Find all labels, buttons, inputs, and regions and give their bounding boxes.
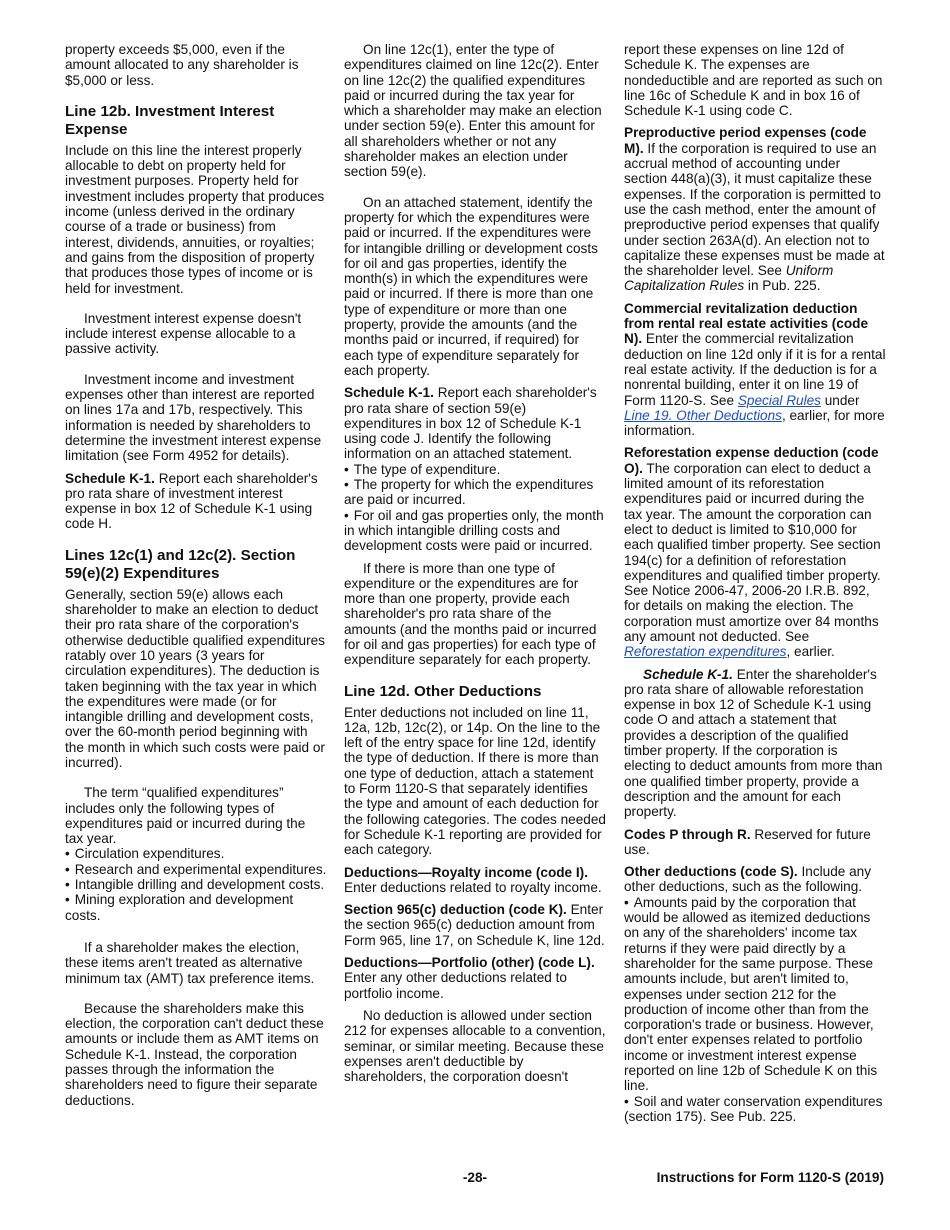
link-line-19-other-deductions[interactable]: Line 19. Other Deductions [624, 407, 782, 423]
heading-lines-12c: Lines 12c(1) and 12c(2). Section 59(e)(2) Expenditures [65, 546, 296, 582]
column-3 [624, 42, 886, 1131]
royalty-income-item [344, 865, 606, 896]
paragraph-multiple-types: If there is more than one type of expenditure or the expenditures are for more than one property, provide each shareholder's pro rata share of the amounts (and the months paid or incurred for oil and gas properties) for each type of expenditure separately for each property. [344, 560, 597, 668]
heading-line-12b: Line 12b. Investment Interest Expense [65, 102, 275, 138]
schedule-k1-note-reforestation [624, 667, 886, 820]
link-reforestation-expenditures[interactable]: Reforestation expenditures [624, 644, 787, 660]
list-item: • The type of expenditure. [344, 462, 606, 477]
portfolio-item [344, 955, 606, 1001]
run-in-heading: Deductions—Portfolio (other) (code L). [344, 955, 595, 971]
run-in-text: Report each shareholder's pro rata share of investment interest expense in box 12 of Schedule K-1 using code H. [65, 470, 318, 532]
paragraph-12d-other: Enter deductions not included on line 11, 12a, 12b, 12c(2), or 14p. On the line to the left of the entry space for line 12d, identify the type of deduction. If there is more than one type of deduction, attach a statement to Form 1120-S that separately identifies the type and amount of each deduction for the following categories. The codes needed for Schedule K-1 reporting are provided for each category. [344, 704, 606, 858]
list-item: • Soil and water conservation expenditures (section 175). See Pub. 225. [624, 1094, 886, 1125]
list-item: • Intangible drilling and development costs. [65, 877, 327, 892]
list-item: • Amounts paid by the corporation that would be allowed as itemized deductions on any of the shareholders' income tax returns if they were paid directly by a shareholder for the same purpose. These amounts include, but aren't limited to, expenses under section 212 for the production of income other than from the corporation's trade or business. However, don't enter expenses related to portfolio income or investment interest expense reported on line 12b of Schedule K on this line. [624, 895, 886, 1094]
paragraph-continued: property exceeds $5,000, even if the amount allocated to any shareholder is $5,000 or less. [65, 42, 299, 88]
run-in-heading: Reforestation expense deduction (code O). [624, 445, 879, 476]
run-in-text: Enter the shareholder's pro rata share of allowable reforestation expense in box 12 of Schedule K-1 using code O and attach a statement that provides a description of the qualified timber property. If the corporation is electing to deduct amounts from more than one qualified timber property, provide a description and the amount for each property. [624, 666, 883, 820]
schedule-k1-note-12c [344, 385, 606, 461]
column-1 [65, 42, 327, 1123]
list-item: • Research and experimental expenditures. [65, 862, 327, 877]
run-in-heading: Schedule K-1. [344, 385, 434, 401]
paragraph-section-212: No deduction is allowed under section 212 for expenses allocable to a convention, seminar, or similar meeting. Because these expenses aren't deductible by shareholders, the corporation doesn't [344, 1007, 606, 1085]
paragraph-12c-general: Generally, section 59(e) allows each shareholder to make an election to deduct their pro rata share of the corporation's otherwise deductible qualified expenditures ratably over 10 years (3 years for circulation expenditures). The deduction is taken beginning with the tax year in which the expenditures were made (or for intangible drilling and development costs, over the 60-month period beginning with the month in which such costs were paid or incurred). [65, 586, 325, 770]
run-in-text: in Pub. 225. [747, 278, 821, 294]
paragraph-continued: report these expenses on line 12d of Schedule K. The expenses are nondeductible and are reported as such on line 16c of Schedule K and in box 16 of Schedule K-1 using code C. [624, 42, 883, 119]
run-in-text: Include any other deductions, such as the following. [624, 864, 872, 895]
paragraph-12c-qualified: The term “qualified expenditures” includes only the following types of expenditures paid or incurred during the tax year. [65, 785, 306, 847]
run-in-heading: Other deductions (code S). [624, 864, 798, 880]
codes-p-through-r-item [624, 827, 886, 858]
run-in-heading: Schedule K-1. [65, 470, 155, 486]
run-in-heading: Schedule K-1. [643, 666, 733, 682]
other-deductions-item [624, 864, 886, 895]
run-in-text: Enter deductions related to royalty income. [344, 879, 602, 895]
run-in-text: Enter any other deductions related to portfolio income. [344, 970, 567, 1001]
run-in-heading: Deductions—Royalty income (code I). [344, 864, 588, 880]
paragraph-12c1-entry: On line 12c(1), enter the type of expenditures claimed on line 12c(2). Enter on line 12c(2) the qualified expenditures paid or incurred during the tax year for which a shareholder may make an election under section 59(e). Enter this amount for all shareholders whether or not any shareholder makes an election under section 59(e). [344, 42, 602, 180]
column-2 [344, 42, 606, 1099]
list-item: • Circulation expenditures. [65, 846, 327, 861]
run-in-heading: Preproductive period expenses (code M). [624, 125, 867, 156]
form-title-footer: Instructions for Form 1120-S (2019) [656, 1170, 884, 1185]
run-in-text: Enter the commercial revitalization deduction on line 12d only if it is for a rental real estate activity. If the deduction is for a nonrental building, enter it on line 19 of Form 1120-S. See [624, 331, 886, 408]
link-special-rules[interactable]: Special Rules [737, 392, 821, 408]
run-in-text: under [824, 392, 860, 408]
list-other-deductions [624, 895, 886, 1124]
list-item: • For oil and gas properties only, the month in which intangible drilling costs and development costs were paid or incurred. [344, 508, 606, 554]
paragraph-12c-amt: If a shareholder makes the election, these items aren't treated as alternative minimum tax (AMT) tax preference items. [65, 939, 315, 986]
page-number: -28- [462, 1170, 488, 1185]
run-in-heading: Codes P through R. [624, 826, 751, 842]
run-in-text: Reserved for future use. [624, 826, 871, 857]
run-in-text: Enter the section 965(c) deduction amount from Form 965, line 17, on Schedule K, line 12d. [344, 902, 605, 948]
list-statement-info [344, 462, 606, 554]
heading-line-12d: Line 12d. Other Deductions [344, 682, 542, 700]
run-in-heading: Commercial revitalization deduction from rental real estate activities (code N). [624, 300, 869, 347]
reference-title: Uniform Capitalization Rules [624, 263, 834, 294]
run-in-text: The corporation can elect to deduct a limited amount of its reforestation expenditures paid or incurred during the tax year. The amount the corporation can elect to deduct is limited to $10,000 for each qualified timber property. See section 194(c) for a definition of reforestation expenditures and qualified timber property. See Notice 2006-47, 2006-20 I.R.B. 892, for details on making the election. The corporation must amortize over 84 months any amount not deducted. See [624, 460, 881, 644]
paragraph-attached-statement: On an attached statement, identify the property for which the expenditures were paid or incurred. If the expenditures were for intangible drilling or development costs for oil and gas properties, identify the month(s) in which the expenditures were paid or incurred. If there is more than one type of expenditure or more than one property, provide the amounts (and the months paid or incurred, if required) for each type of expenditure separately for each property. [344, 194, 598, 378]
commercial-revitalization-item [624, 301, 886, 439]
list-item: • The property for which the expenditures are paid or incurred. [344, 477, 606, 508]
paragraph-12b-passive: Investment interest expense doesn't include interest expense allocable to a passive activity. [65, 310, 302, 357]
preproductive-item [624, 125, 886, 293]
run-in-text: , earlier. [786, 644, 835, 660]
paragraph-12b-definition: Include on this line the interest properly allocable to debt on property held for investment purposes. Property held for investment includes property that produces income (unless derived in the ordinary course of a trade or business) from interest, dividends, annuities, or royalties; and gains from the disposition of property that produces those types of income or is held for investment. [65, 142, 325, 296]
schedule-k1-note-12b [65, 471, 327, 532]
paragraph-12c-passthrough: Because the shareholders make this election, the corporation can't deduct these amounts or include them as AMT items on Schedule K-1. Instead, the corporation passes through the information the shareholders need to figure their separate deductions. [65, 1000, 324, 1108]
run-in-text: Report each shareholder's pro rata share of section 59(e) expenditures in box 12 of Schedule K-1 using code J. Identify the following information on an attached statement. [344, 385, 597, 462]
list-qualified-expenditures [65, 846, 327, 922]
run-in-text: If the corporation is required to use an accrual method of accounting under section 448(a)(3), it must capitalize these expenses. If the corporation is permitted to use the cash method, enter the amount of preproductive period expenses that qualify under section 263A(d). An election not to capitalize these expenses must be made at the shareholder level. See [624, 140, 885, 279]
run-in-text: , earlier, for more information. [624, 407, 885, 439]
list-item: • Mining exploration and development costs. [65, 892, 327, 923]
paragraph-12b-income: Investment income and investment expenses other than interest are reported on lines 17a and 17b, respectively. This information is needed by shareholders to determine the investment interest expense limitation (see Form 4952 for details). [65, 371, 322, 464]
section-965c-item [344, 902, 606, 948]
run-in-heading: Section 965(c) deduction (code K). [344, 902, 567, 918]
reforestation-item [624, 445, 886, 659]
